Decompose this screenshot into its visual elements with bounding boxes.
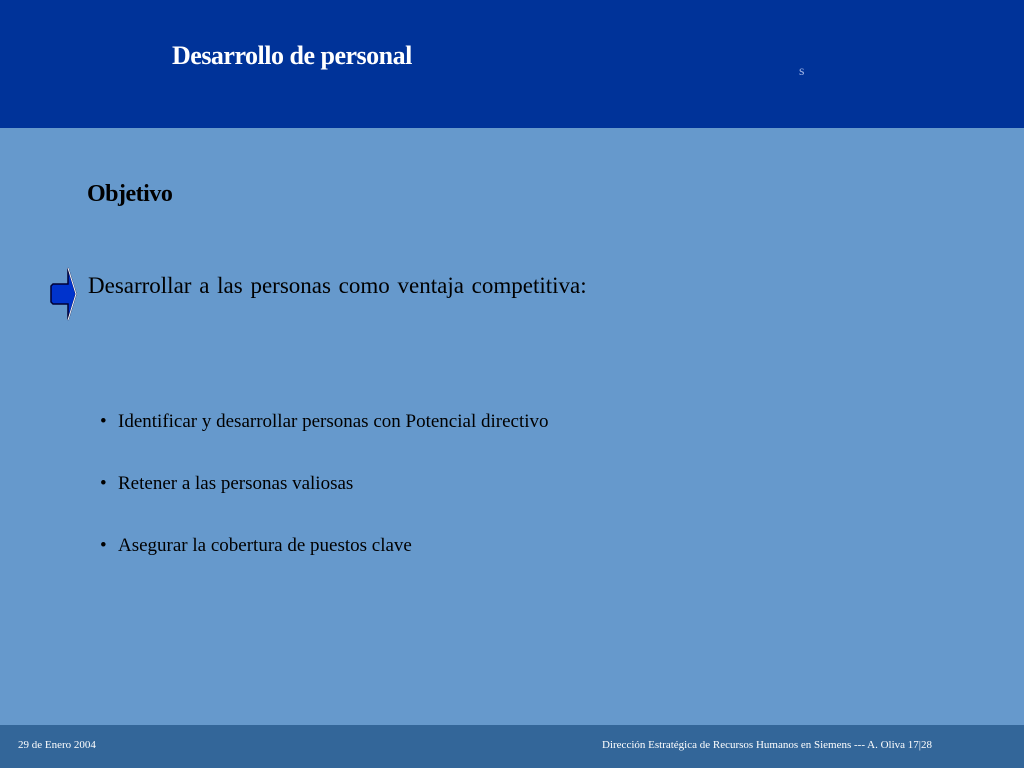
slide-title: Desarrollo de personal [172,41,412,70]
bullet-dot-icon: • [100,473,107,494]
list-item-text: Identificar y desarrollar personas con Potencial directivo [118,411,549,432]
header-mark: s [799,64,805,79]
section-heading: Objetivo [87,181,173,207]
list-item [100,535,549,597]
list-item [100,411,549,473]
slide-header [0,0,1024,128]
list-item [100,473,549,535]
bullet-dot-icon: • [100,535,107,556]
bullet-list [100,411,549,597]
arrow-right-icon [50,266,78,322]
slide-footer [0,725,1024,768]
footer-date: 29 de Enero 2004 [18,739,96,751]
footer-caption: Dirección Estratégica de Recursos Humanos en Siemens --- A. Oliva 17|28 [602,739,932,751]
objective-text: Desarrollar a las personas como ventaja competitiva: [88,273,587,298]
bullet-dot-icon: • [100,411,107,432]
list-item-text: Retener a las personas valiosas [118,473,354,494]
list-item-text: Asegurar la cobertura de puestos clave [118,535,412,556]
